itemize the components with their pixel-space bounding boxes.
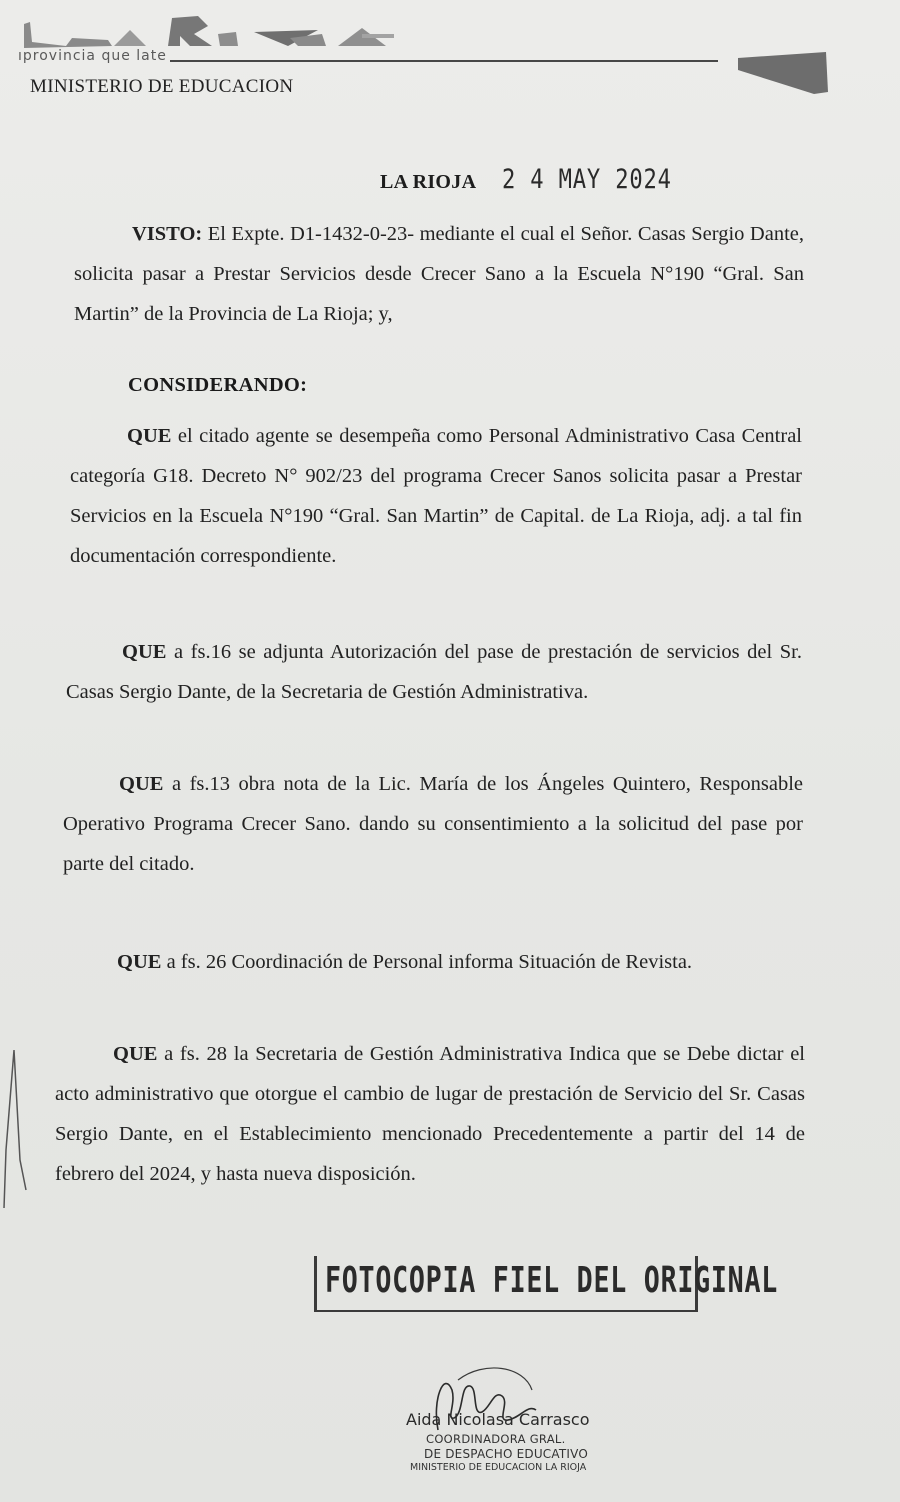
ministry-header: MINISTERIO DE EDUCACION — [30, 76, 294, 97]
visto-label: VISTO: — [132, 223, 203, 245]
que-paragraph-4 — [60, 942, 804, 982]
logo-tagline — [18, 48, 167, 64]
visto-text: El Expte. D1-1432-0-23- mediante el cual el Señor. Casas Sergio Dante, solicita pasar a Prestar Servicios desde Crecer Sano a la Escuela N°190 “Gral. San Martin” de la Provincia de La Rioja; y, — [74, 223, 804, 325]
que-text-2: a fs.16 se adjunta Autorización del pase de prestación de servicios del Sr. Casas Sergio Dante, de la Secretaria de Gestión Administrativa. — [66, 641, 802, 703]
stamp-text: FOTOCOPIA FIEL DEL ORIGINAL — [325, 1260, 779, 1301]
dateline — [380, 164, 709, 195]
signer-title-line-3: MINISTERIO DE EDUCACION LA RIOJA — [410, 1462, 587, 1473]
que-text-5: a fs. 28 la Secretaria de Gestión Administrativa Indica que se Debe dictar el acto administrativo que otorgue el cambio de lugar de prestación de Servicio del Sr. Casas Sergio Dante, en el Establecimiento mencionado Precedentemente a partir del 14 de febrero del 2024, y hasta nueva disposición. — [55, 1043, 805, 1185]
signer-name: Aida Nicolasa Carrasco — [406, 1410, 590, 1429]
que-label: QUE — [122, 641, 167, 663]
que-paragraph-1 — [70, 416, 802, 576]
visto-paragraph — [74, 214, 804, 334]
que-paragraph-3 — [63, 764, 803, 884]
margin-pencil-mark — [0, 1040, 30, 1210]
signer-title-line-1: COORDINADORA GRAL. — [426, 1432, 566, 1446]
que-label: QUE — [117, 951, 162, 973]
date-stamp: 2 4 MAY 2024 — [502, 164, 673, 195]
que-text-1: el citado agente se desempeña como Personal Administrativo Casa Central categoría G18. Decreto N° 902/23 del programa Crecer Sanos solicita pasar a Prestar Servicios en la Escuela N°190 “Gral. San Martin” de Capital. de La Rioja, adj. a tal fin documentación correspondiente. — [70, 425, 802, 567]
que-text-4: a fs. 26 Coordinación de Personal informa Situación de Revista. — [161, 951, 693, 973]
corner-mark — [736, 52, 828, 94]
place-name: LA RIOJA — [380, 171, 477, 193]
que-label: QUE — [113, 1043, 158, 1065]
tagline-text: provincia que late — [22, 48, 167, 64]
que-text-3: a fs.13 obra nota de la Lic. María de los Ángeles Quintero, Responsable Operativo Programa Crecer Sano. dando su consentimiento a la solicitud del pase por parte del citado. — [63, 773, 803, 875]
considerando-heading: CONSIDERANDO: — [128, 374, 308, 396]
que-paragraph-5 — [55, 1034, 805, 1194]
header-rule — [170, 60, 718, 62]
signer-title-line-2: DE DESPACHO EDUCATIVO — [424, 1447, 588, 1461]
que-label: QUE — [119, 773, 164, 795]
fotocopia-stamp — [314, 1256, 779, 1312]
que-label: QUE — [127, 425, 172, 447]
tagline-mark: ı — [18, 48, 23, 64]
que-paragraph-2 — [66, 632, 802, 712]
